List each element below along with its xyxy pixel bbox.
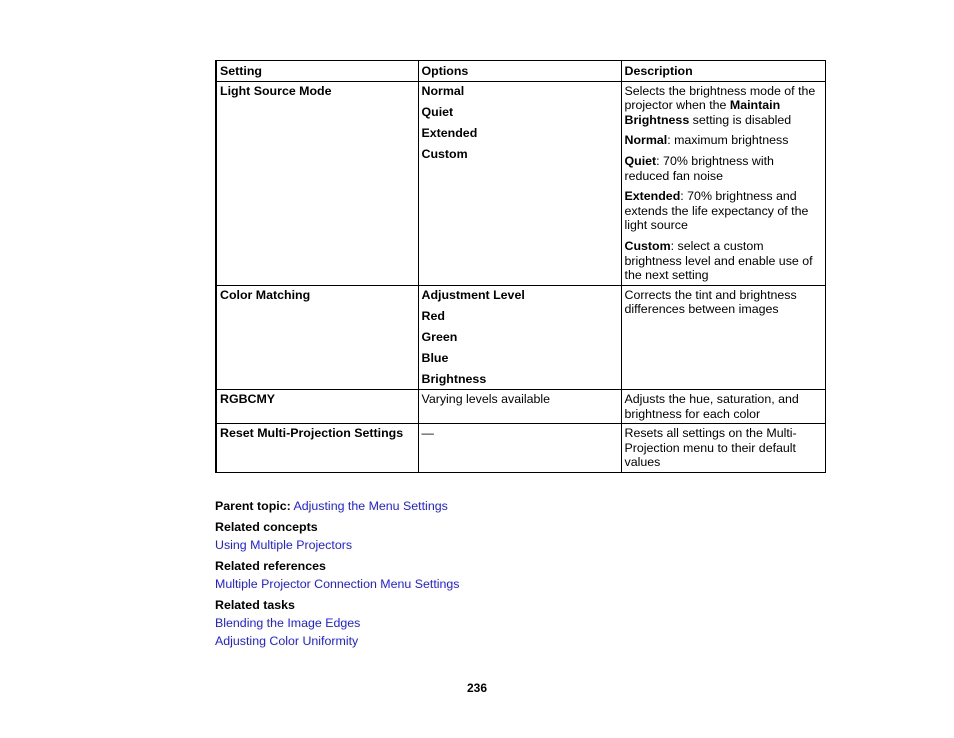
- description-paragraph: [625, 189, 822, 233]
- table-row: [216, 390, 825, 424]
- link-multiple-projector-connection-menu-settings[interactable]: Multiple Projector Connection Menu Settings: [215, 577, 460, 591]
- description-text: Selects the brightness mode of the projector when the: [624, 83, 816, 113]
- setting-cell: RGBCMY: [216, 390, 418, 424]
- description-text: : maximum brightness: [667, 133, 789, 148]
- description-paragraph: [625, 84, 822, 128]
- options-cell: [418, 81, 621, 285]
- option-item: Brightness: [421, 372, 487, 387]
- related-tasks-heading: Related tasks: [215, 598, 295, 612]
- description-emphasis: Maintain Brightness: [624, 98, 781, 127]
- parent-topic-label: Parent topic:: [215, 499, 291, 513]
- description-cell: Corrects the tint and brightness differences between images: [621, 285, 825, 389]
- description-term: Extended: [624, 189, 681, 204]
- option-item: Red: [421, 308, 445, 323]
- description-term: Quiet: [624, 153, 657, 168]
- option-item: Quiet: [421, 104, 454, 119]
- option-item: Green: [421, 330, 458, 345]
- header-setting: Setting: [216, 61, 418, 82]
- description-text: setting is disabled: [689, 112, 792, 127]
- description-paragraph: [625, 154, 822, 183]
- options-cell: Varying levels available: [418, 390, 621, 424]
- description-term: Custom: [624, 238, 671, 253]
- options-cell: [418, 285, 621, 389]
- table-row: [216, 424, 825, 473]
- description-text: : 70% brightness and extends the life expectancy of the light source: [624, 189, 809, 233]
- description-paragraph: [625, 133, 822, 148]
- header-options: Options: [418, 61, 621, 82]
- link-using-multiple-projectors[interactable]: Using Multiple Projectors: [215, 538, 353, 552]
- link-adjusting-color-uniformity[interactable]: Adjusting Color Uniformity: [215, 634, 359, 648]
- table-row: [216, 285, 825, 389]
- link-blending-the-image-edges[interactable]: Blending the Image Edges: [215, 616, 361, 630]
- settings-table: [215, 60, 826, 473]
- parent-topic-link[interactable]: Adjusting the Menu Settings: [293, 499, 448, 513]
- description-text: : 70% brightness with reduced fan noise: [624, 153, 774, 183]
- setting-cell: Reset Multi-Projection Settings: [216, 424, 418, 473]
- option-item: Custom: [421, 147, 468, 162]
- parent-topic: [215, 497, 460, 515]
- setting-cell: Light Source Mode: [216, 81, 418, 285]
- table-row: [216, 81, 825, 285]
- description-cell: Resets all settings on the Multi-Projection menu to their default values: [621, 424, 825, 473]
- related-links: [215, 497, 460, 650]
- description-term: Normal: [624, 133, 668, 148]
- option-item: Blue: [421, 351, 449, 366]
- description-cell: Adjusts the hue, saturation, and brightness for each color: [621, 390, 825, 424]
- setting-cell: Color Matching: [216, 285, 418, 389]
- description-paragraph: [625, 239, 822, 283]
- option-item: Normal: [421, 83, 465, 98]
- header-description: Description: [621, 61, 825, 82]
- related-concepts-heading: Related concepts: [215, 520, 318, 534]
- table-header-row: [216, 61, 825, 82]
- page-number: 236: [466, 681, 488, 695]
- option-item: Extended: [421, 125, 478, 140]
- description-cell: [621, 81, 825, 285]
- description-text: : select a custom brightness level and enable use of the next setting: [624, 238, 813, 283]
- options-cell: —: [418, 424, 621, 473]
- option-item: Adjustment Level: [421, 287, 525, 302]
- related-references-heading: Related references: [215, 559, 326, 573]
